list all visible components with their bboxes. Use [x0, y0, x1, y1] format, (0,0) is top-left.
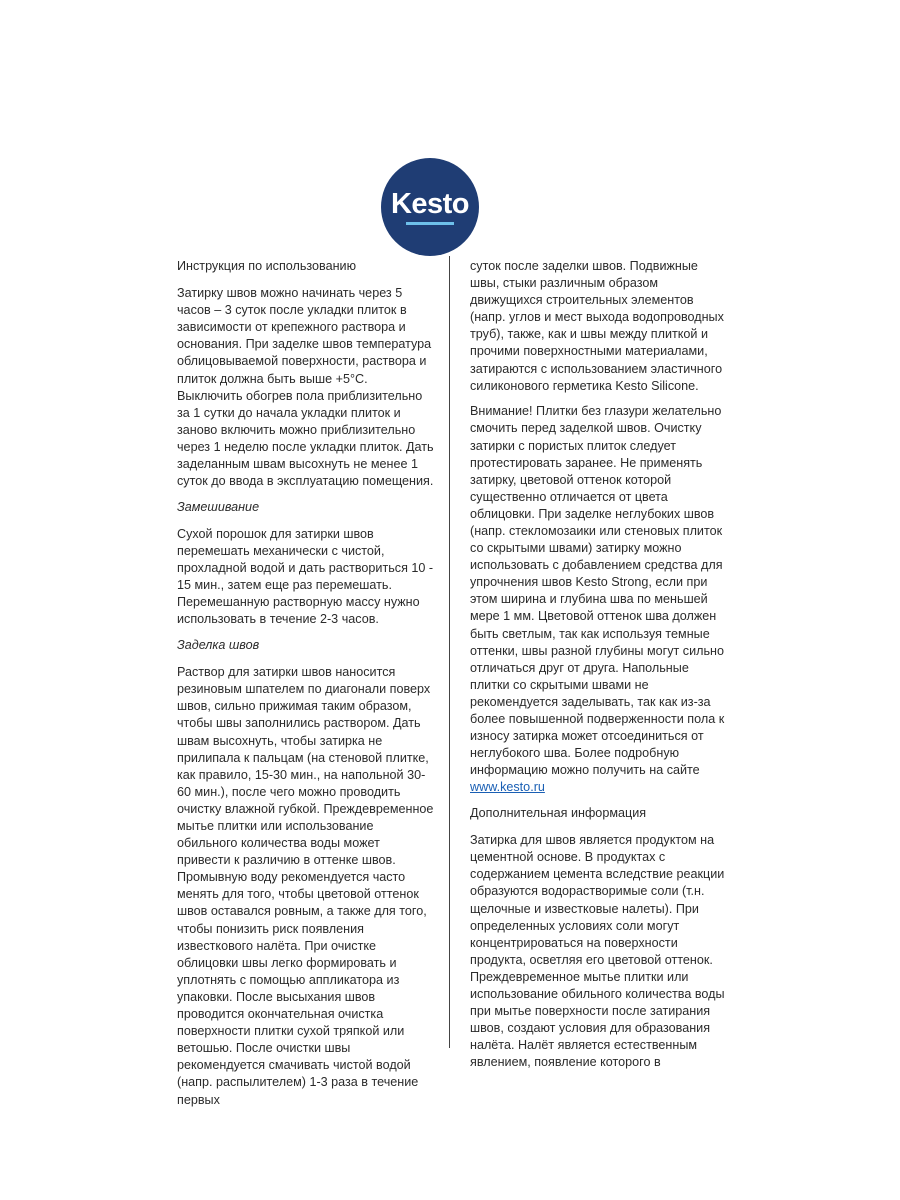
- paragraph-mixing: Сухой порошок для затирки швов перемешать механически с чистой, прохладной водой и дать раствориться 10 - 15 мин., затем еще раз перемешать. Перемешанную растворную массу нужно использовать в течение 2-3 часов.: [177, 526, 434, 627]
- paragraph-movement-joints: суток после заделки швов. Подвижные швы, стыки различным образом движущихся строительных элементов (напр. углов и мест выхода водопроводных труб), также, как и швы между плиткой и прочими поверхностными материалами, затираются с использованием эластичного силиконового герметика Kesto Silicone.: [470, 259, 724, 393]
- paragraph-grouting-timing: Затирку швов можно начинать через 5 часов – 3 суток после укладки плиток в зависимости от крепежного раствора и основания. При заделке швов температура облицовываемой поверхности, раствора и плиток должна быть выше +5°C. Выключить обогрев пола приблизительно за 1 сутки до начала укладки плиток и заново включить можно приблизительно через 1 неделю после укладки плиток. Дать заделанным швам высохнуть не менее 1 суток до ввода в эксплуатацию помещения.: [177, 286, 434, 489]
- paragraph-joint-filling: Раствор для затирки швов наносится резиновым шпателем по диагонали поверх швов, сильно прижимая таким образом, чтобы швы заполнились раствором. Дать швам высохнуть, чтобы затирка не прилипала к пальцам (на стеновой плитке, как правило, 15-30 мин., на напольной 30-60 мин.), после чего можно проводить очистку влажной губкой. Преждевременное мытье плитки или использование обильного количества воды может привести к различию в оттенке швов. Промывную воду рекомендуется часто менять для того, чтобы цветовой оттенок швов оставался ровным, а также для того, чтобы понизить риск появления известкового налёта. При очистке облицовки швы легко формировать и уплотнять с помощью аппликатора из упаковки. После высыхания швов проводится окончательная очистка поверхности плитки сухой тряпкой или ветошью. После очистки швы рекомендуется смачивать чистой водой (напр. распылителем) 1-3 раза в течение первых: [177, 665, 434, 1107]
- attention-text: Внимание! Плитки без глазури желательно смочить перед заделкой швов. Очистку затирки с пористых плиток следует протестировать заранее. Не применять затирку, цветовой оттенок которой существенно отличается от цвета облицовки. При заделке неглубоких швов (напр. стекломозаики или стеновых плиток со скрытыми швами) затирку можно использовать с добавлением средства для упрочнения швов Kesto Strong, если при этом ширина и глубина шва по меньшей мере 1 мм. Цветовой оттенок шва должен быть светлым, так как используя темные оттенки, швы разной глубины могут сильно отличаться друг от друга. Напольные плитки со скрытыми швами не рекомендуется заделывать, так как из-за более повышенной подверженности пола к износу затирка может отсоединиться от неглубокого шва. Более подробную информацию можно получить на сайте: [470, 404, 725, 778]
- column-divider: [449, 256, 450, 1048]
- instructions-title: Инструкция по использованию: [177, 259, 357, 273]
- additional-info-heading: Дополнительная информация: [470, 806, 647, 821]
- paragraph-efflorescence: Затирка для швов является продуктом на цементной основе. В продуктах с содержанием цемента вследствие реакции образуются водорастворимые соли (т.н. щелочные и известковые налеты). При определенных условиях соли могут концентрироваться на поверхности продукта, осветляя его цветовой оттенок. Преждевременное мытье плитки или использование обильного количества воды при мытье поверхности после затирания швов, создают условия для образования налёта. Налёт является естественным явлением, появление которого в: [470, 833, 725, 1070]
- subheading-joint-filling: Заделка швов: [177, 638, 260, 653]
- left-column: [177, 258, 435, 1117]
- logo-text: Kesto: [390, 187, 470, 220]
- subheading-mixing: Замешивание: [177, 499, 260, 514]
- paragraph-attention: [470, 403, 728, 796]
- right-column: [470, 258, 728, 1080]
- kesto-logo: [381, 158, 479, 256]
- kesto-website-link[interactable]: www.kesto.ru: [470, 780, 545, 795]
- logo-underline: [406, 222, 454, 225]
